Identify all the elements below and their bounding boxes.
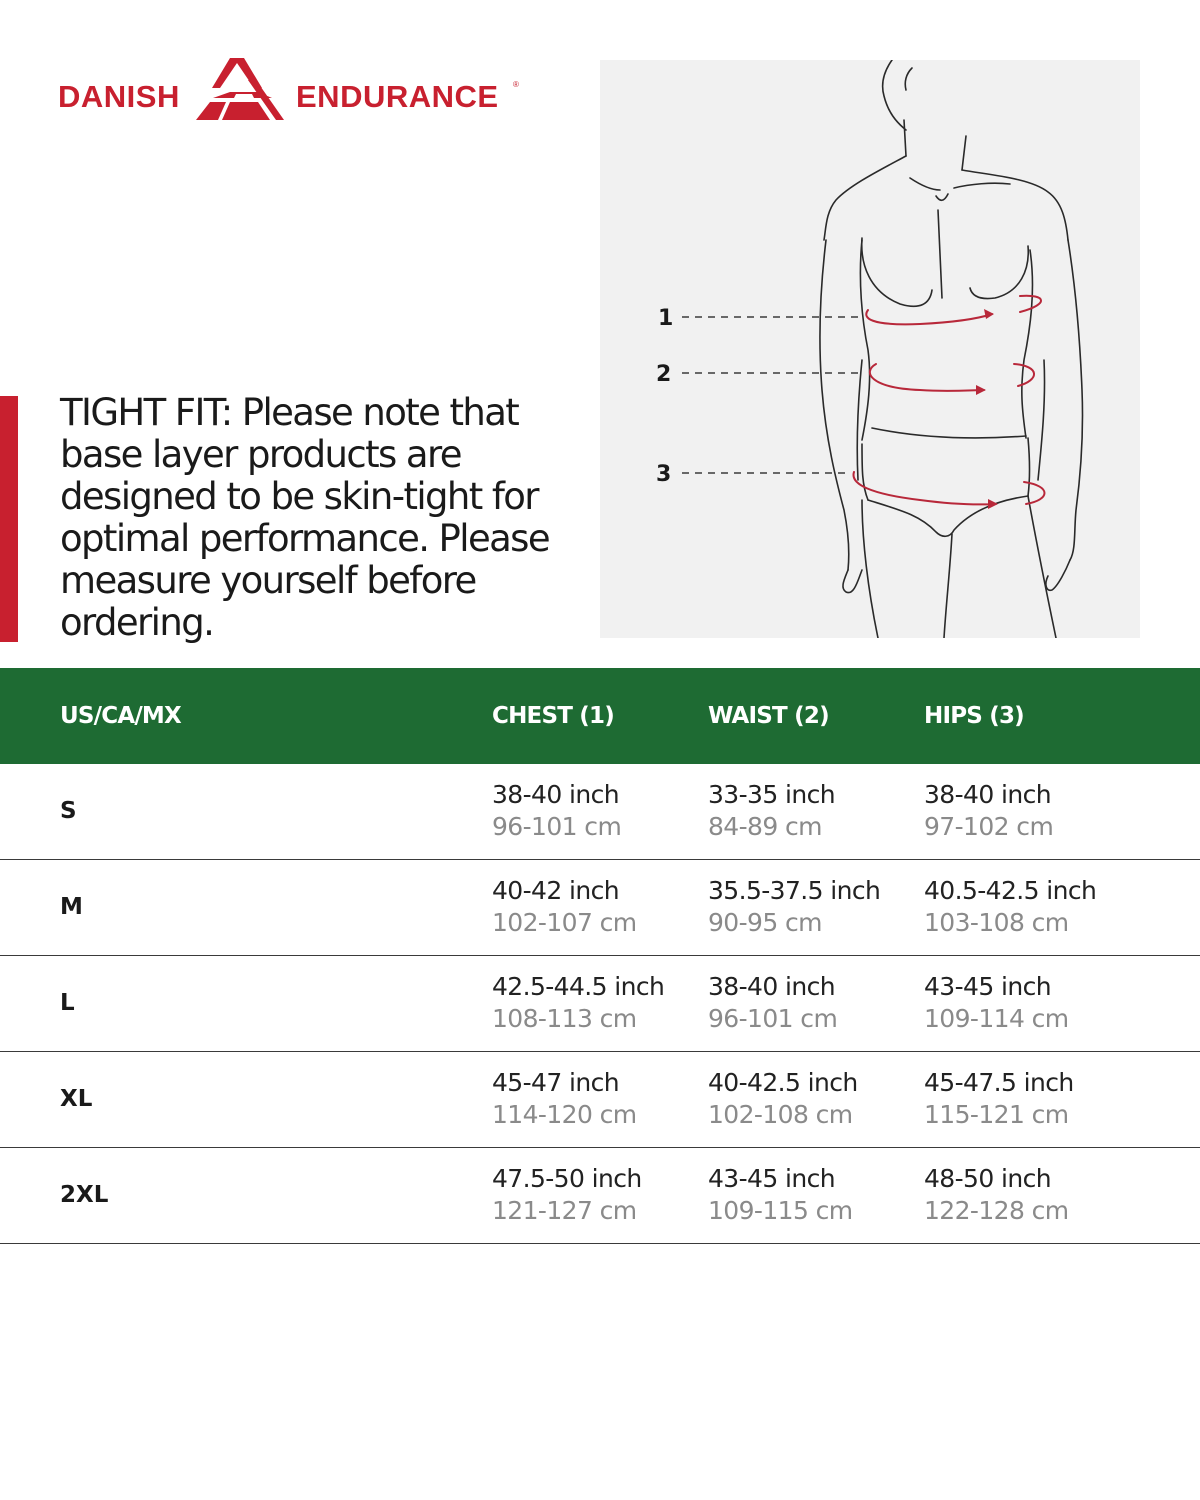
waist-inch: 33-35 inch: [708, 780, 835, 809]
waist-cell: [708, 1164, 853, 1228]
hips-cell: [924, 876, 1096, 940]
size-label: XL: [60, 1086, 93, 1112]
chest-cm: 102-107 cm: [492, 908, 637, 937]
marker-1-label: 1: [658, 306, 674, 331]
waist-inch: 40-42.5 inch: [708, 1068, 858, 1097]
size-label: M: [60, 894, 83, 920]
waist-cm: 109-115 cm: [708, 1196, 853, 1225]
waist-cm: 102-108 cm: [708, 1100, 853, 1129]
size-label: 2XL: [60, 1182, 109, 1208]
chest-inch: 47.5-50 inch: [492, 1164, 642, 1193]
brand-logo: [58, 58, 528, 122]
brand-word-left: DANISH: [58, 79, 180, 114]
hips-cell: [924, 780, 1053, 844]
mountain-logo-icon: [196, 58, 292, 122]
chest-cm: 114-120 cm: [492, 1100, 637, 1129]
chest-cell: [492, 876, 637, 940]
header-hips: HIPS (3): [924, 703, 1024, 729]
hips-inch: 45-47.5 inch: [924, 1068, 1074, 1097]
chest-inch: 45-47 inch: [492, 1068, 619, 1097]
hips-cm: 109-114 cm: [924, 1004, 1069, 1033]
marker-2-label: 2: [656, 362, 672, 387]
table-row-s: [0, 764, 1200, 860]
chest-cell: [492, 1164, 642, 1228]
chest-cm: 108-113 cm: [492, 1004, 637, 1033]
header-waist: WAIST (2): [708, 703, 829, 729]
hips-cell: [924, 1068, 1074, 1132]
chest-inch: 42.5-44.5 inch: [492, 972, 665, 1001]
chest-cell: [492, 1068, 637, 1132]
hips-cell: [924, 972, 1069, 1036]
body-outline-illustration: [600, 60, 1140, 638]
hips-inch: 43-45 inch: [924, 972, 1051, 1001]
chest-cell: [492, 972, 664, 1036]
size-label: S: [60, 798, 77, 824]
hips-cell: [924, 1164, 1069, 1228]
hips-inch: 48-50 inch: [924, 1164, 1051, 1193]
chest-cm: 96-101 cm: [492, 812, 622, 841]
hips-cm: 103-108 cm: [924, 908, 1069, 937]
header-chest: CHEST (1): [492, 703, 614, 729]
waist-cell: [708, 972, 837, 1036]
brand-word-right: ENDURANCE: [296, 79, 499, 114]
waist-cell: [708, 780, 835, 844]
chest-inch: 40-42 inch: [492, 876, 619, 905]
waist-inch: 43-45 inch: [708, 1164, 835, 1193]
waist-cell: [708, 876, 880, 940]
waist-cm: 96-101 cm: [708, 1004, 838, 1033]
hips-cm: 97-102 cm: [924, 812, 1054, 841]
waist-inch: 35.5-37.5 inch: [708, 876, 881, 905]
tight-fit-note: TIGHT FIT: Please note that base layer products are designed to be skin-tight for optimal performance. Please measure yourself before ordering.: [60, 391, 550, 644]
table-row-m: [0, 860, 1200, 956]
chest-cell: [492, 780, 621, 844]
hips-inch: 38-40 inch: [924, 780, 1051, 809]
waist-cm: 90-95 cm: [708, 908, 822, 937]
waist-inch: 38-40 inch: [708, 972, 835, 1001]
registered-mark: ®: [513, 80, 519, 89]
hips-cm: 115-121 cm: [924, 1100, 1069, 1129]
size-table-header: [0, 668, 1200, 764]
hips-inch: 40.5-42.5 inch: [924, 876, 1097, 905]
waist-cell: [708, 1068, 858, 1132]
marker-3-label: 3: [656, 462, 672, 487]
size-label: L: [60, 990, 75, 1016]
table-row-l: [0, 956, 1200, 1052]
table-row-2xl: [0, 1148, 1200, 1244]
hips-cm: 122-128 cm: [924, 1196, 1069, 1225]
waist-cm: 84-89 cm: [708, 812, 822, 841]
table-row-xl: [0, 1052, 1200, 1148]
accent-bar: [0, 396, 18, 642]
measurement-figure: [600, 60, 1140, 638]
chest-inch: 38-40 inch: [492, 780, 619, 809]
chest-cm: 121-127 cm: [492, 1196, 637, 1225]
header-size-system: US/CA/MX: [60, 703, 181, 729]
